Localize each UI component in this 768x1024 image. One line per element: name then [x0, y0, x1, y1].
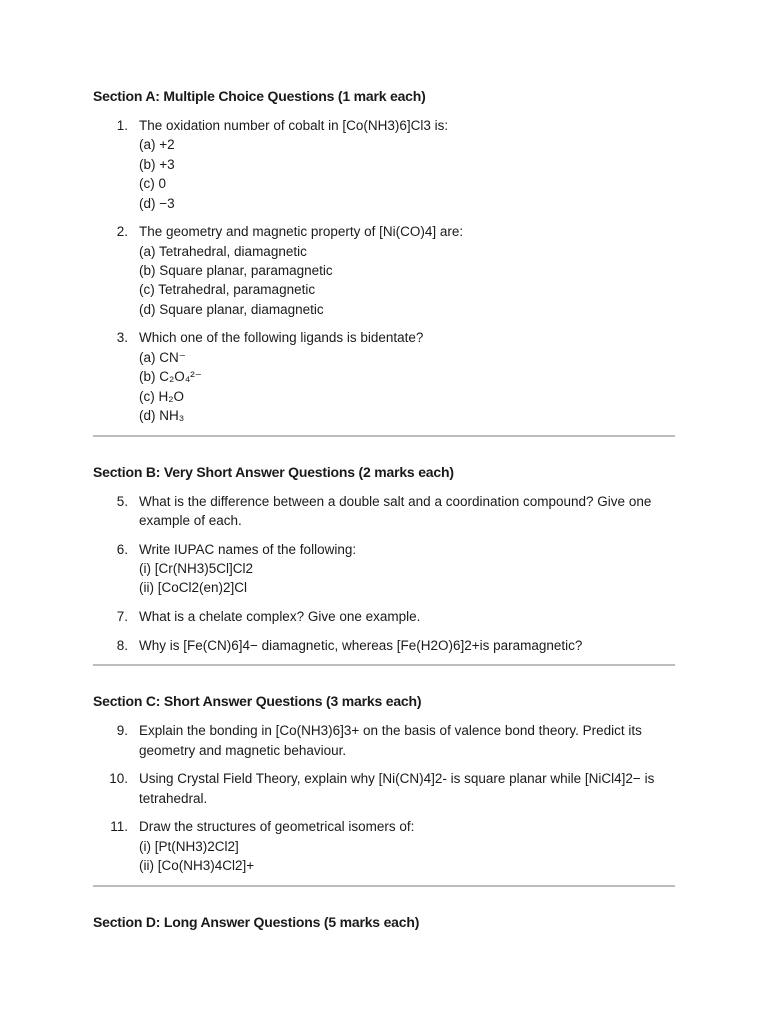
document-content [93, 87, 675, 942]
option-c: (c) 0 [139, 176, 166, 192]
question-number: 10. [109, 771, 128, 787]
question-text: Explain the bonding in [Co(NH3)6]3+ on the basis of valence bond theory. Predict its geometry and magnetic behaviour. [139, 723, 642, 758]
question-3 [93, 328, 675, 425]
question-9 [93, 721, 675, 760]
question-text: Write IUPAC names of the following: [139, 541, 357, 557]
section-divider [93, 435, 675, 437]
question-text: Using Crystal Field Theory, explain why [Ni(CN)4]2- is square planar while [NiCl4]2− is tetrahedral. [139, 771, 655, 806]
question-text: Draw the structures of geometrical isomers of: [139, 819, 415, 835]
question-6 [93, 540, 675, 598]
question-number: 8. [116, 637, 128, 653]
option-c: (c) H₂O [139, 388, 184, 404]
question-11 [93, 817, 675, 875]
question-2 [93, 222, 675, 319]
option-i: (i) [Cr(NH3)5Cl]Cl2 [139, 561, 253, 577]
question-text: Why is [Fe(CN)6]4− diamagnetic, whereas [Fe(H2O)6]2+is paramagnetic? [139, 637, 583, 653]
question-text: The oxidation number of cobalt in [Co(NH3)6]Cl3 is: [139, 118, 449, 133]
question-10 [93, 769, 675, 808]
question-1 [93, 116, 675, 213]
option-b: (b) +3 [139, 156, 175, 172]
question-number: 9. [116, 723, 128, 739]
option-d: (d) NH₃ [139, 408, 185, 424]
option-b: (b) C₂O₄²⁻ [139, 369, 202, 385]
option-a: (a) +2 [139, 137, 175, 153]
question-number: 5. [116, 493, 128, 509]
question-number: 2. [116, 224, 128, 240]
option-i: (i) [Pt(NH3)2Cl2] [139, 838, 239, 854]
option-d: (d) −3 [139, 195, 175, 211]
question-7 [93, 607, 675, 626]
question-number: 6. [116, 541, 128, 557]
question-number: 7. [116, 609, 128, 625]
section-divider [93, 664, 675, 666]
question-number: 3. [116, 330, 128, 346]
option-b: (b) Square planar, paramagnetic [139, 263, 333, 279]
question-text: What is the difference between a double salt and a coordination compound? Give one example of each. [139, 493, 652, 529]
option-d: (d) Square planar, diamagnetic [139, 301, 324, 317]
question-8 [93, 636, 675, 655]
option-c: (c) Tetrahedral, paramagnetic [139, 282, 316, 298]
section-a [93, 87, 675, 425]
section-heading: Section B: Very Short Answer Questions (2 marks each) [93, 463, 454, 480]
section-b [93, 463, 675, 655]
option-ii: (ii) [Co(NH3)4Cl2]+ [139, 858, 255, 874]
question-number: 1. [116, 118, 128, 133]
section-heading: Section D: Long Answer Questions (5 marks each) [93, 913, 420, 930]
question-text: Which one of the following ligands is bidentate? [139, 330, 424, 346]
section-heading: Section A: Multiple Choice Questions (1 mark each) [93, 88, 426, 104]
question-number: 11. [110, 819, 128, 835]
question-5 [93, 492, 675, 531]
question-text: The geometry and magnetic property of [Ni(CO)4] are: [139, 224, 464, 240]
section-heading: Section C: Short Answer Questions (3 marks each) [93, 693, 422, 710]
section-c [93, 692, 675, 875]
section-d [93, 913, 675, 931]
option-ii: (ii) [CoCl2(en)2]Cl [139, 580, 248, 596]
option-a: (a) Tetrahedral, diamagnetic [139, 243, 307, 259]
option-a: (a) CN⁻ [139, 349, 186, 365]
question-text: What is a chelate complex? Give one example. [139, 609, 421, 625]
section-divider [93, 885, 675, 887]
